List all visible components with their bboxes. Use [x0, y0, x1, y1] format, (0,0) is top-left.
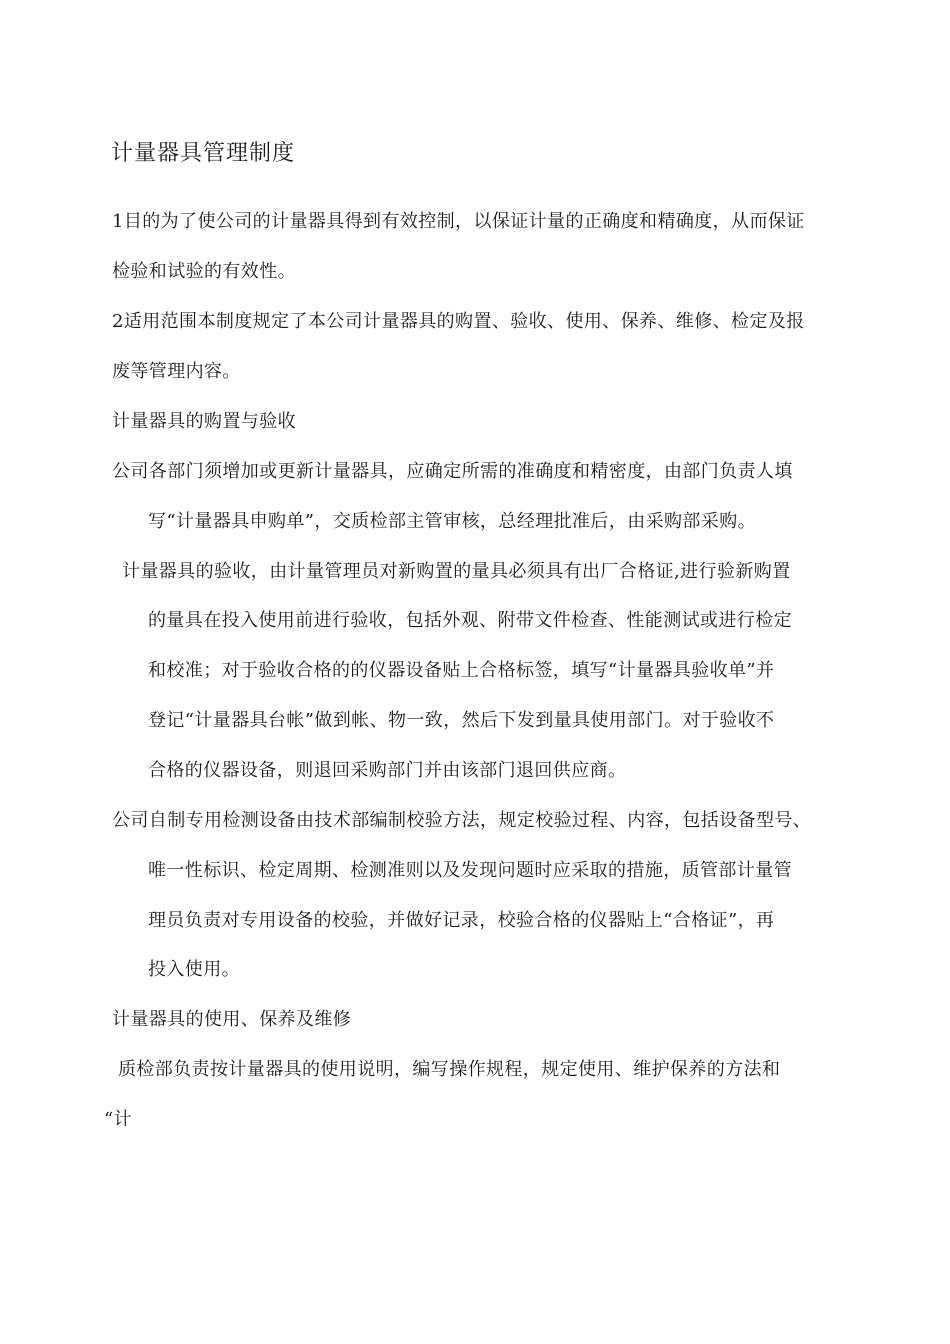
paragraph-line: 检验和试验的有效性。 [112, 261, 296, 282]
paragraph-line: 计量器具的验收，由计量管理员对新购置的量具必须具有出厂合格证,进行验新购置 [122, 561, 791, 582]
paragraph-line: 2适用范围本制度规定了本公司计量器具的购置、验收、使用、保养、维修、检定及报 [112, 311, 805, 332]
paragraph-line: 质检部负责按计量器具的使用说明，编写操作规程，规定使用、维护保养的方法和 [118, 1059, 781, 1080]
section-heading: 计量器具的购置与验收 [112, 411, 296, 432]
paragraph-line: 合格的仪器设备，则退回采购部门并由该部门退回供应商。 [148, 760, 627, 781]
paragraph-line: 公司自制专用检测设备由技术部编制校验方法，规定校验过程、内容，包括设备型号、 [112, 810, 812, 831]
paragraph-line: 的量具在投入使用前进行验收，包括外观、附带文件检查、性能测试或进行检定 [148, 610, 792, 631]
paragraph-line: 登记“计量器具台帐”做到帐、物一致，然后下发到量具使用部门。对于验收不 [148, 710, 775, 731]
paragraph-line: 和校准；对于验收合格的的仪器设备贴上合格标签，填写“计量器具验收单”并 [148, 660, 775, 681]
paragraph-line: 公司各部门须增加或更新计量器具，应确定所需的准确度和精密度，由部门负责人填 [112, 461, 793, 482]
paragraph-line: 废等管理内容。 [112, 361, 241, 382]
paragraph-line: 唯一性标识、检定周期、检测准则以及发现问题时应采取的措施，质管部计量管 [148, 860, 792, 881]
paragraph-line: 理员负责对专用设备的校验，并做好记录，校验合格的仪器贴上“合格证”，再 [148, 910, 775, 931]
paragraph-line: “计 [104, 1109, 133, 1130]
paragraph-line: 写“计量器具申购单”，交质检部主管审核，总经理批准后，由采购部采购。 [148, 511, 757, 532]
paragraph-line: 投入使用。 [148, 959, 240, 980]
section-heading: 计量器具的使用、保养及维修 [112, 1009, 352, 1030]
paragraph-line: 1目的为了使公司的计量器具得到有效控制，以保证计量的正确度和精确度，从而保证 [112, 211, 805, 232]
document-title: 计量器具管理制度 [111, 141, 296, 166]
